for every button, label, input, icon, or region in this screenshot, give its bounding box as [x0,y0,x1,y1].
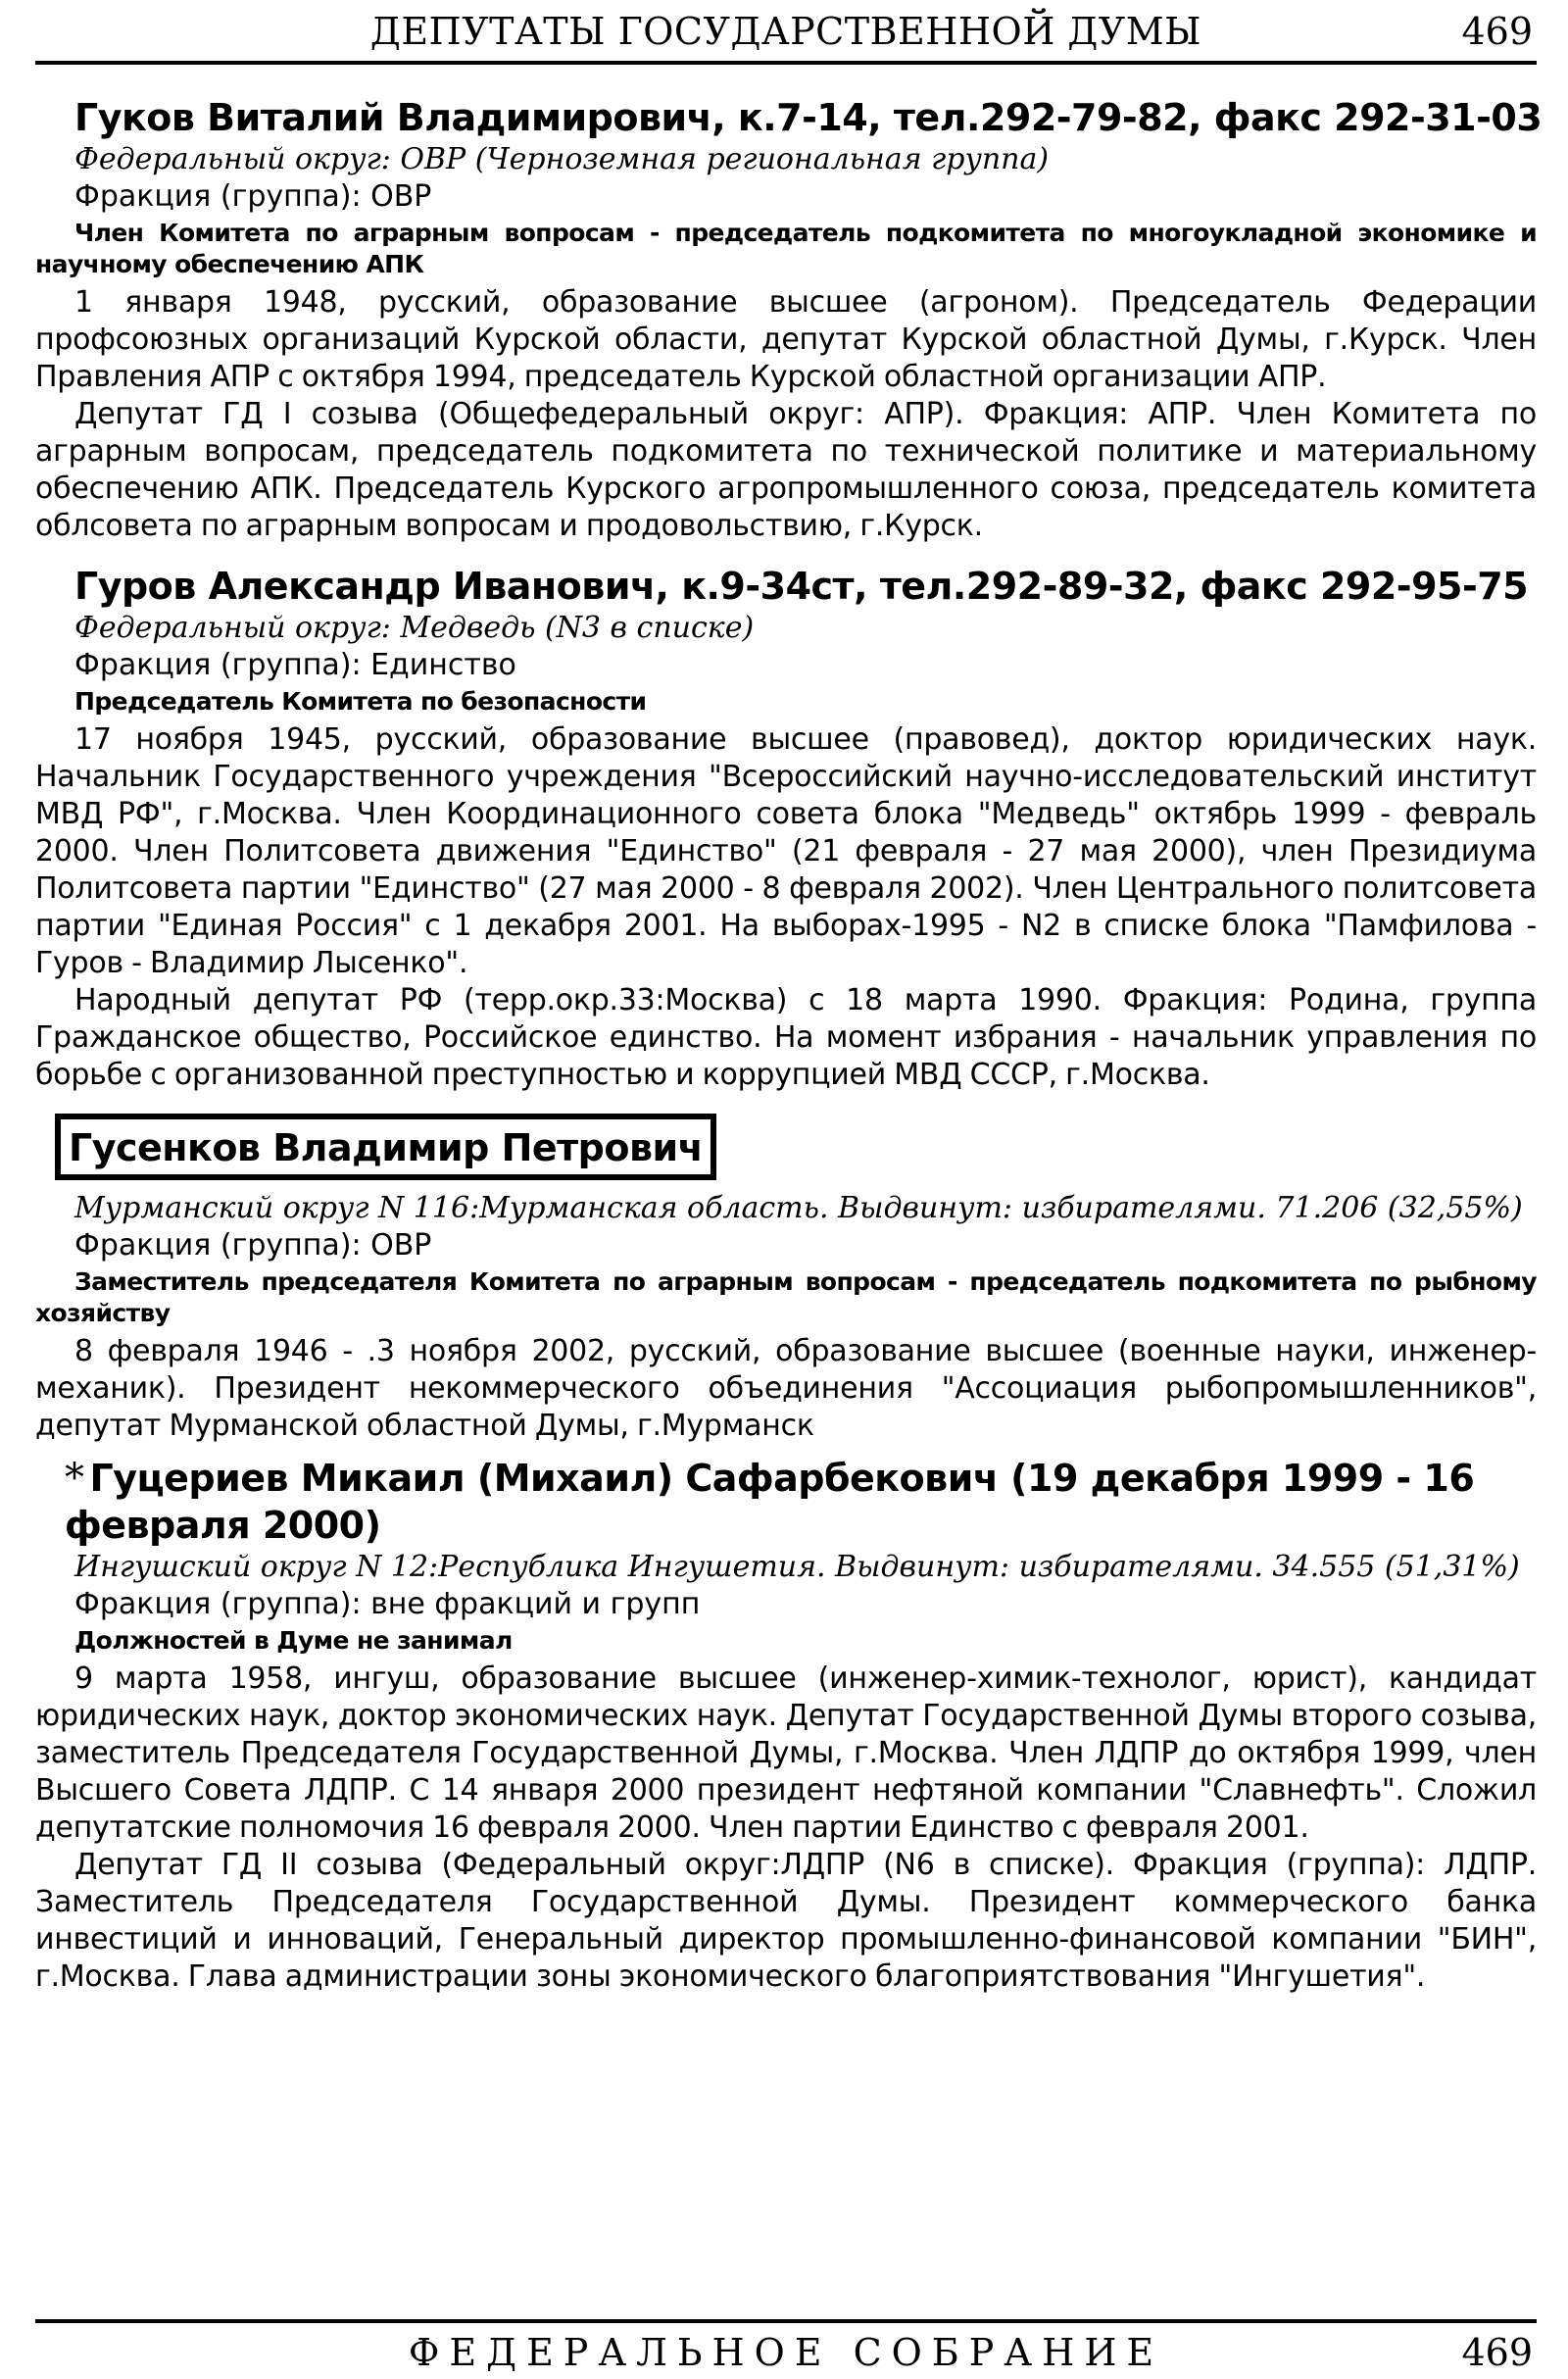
deputy-name-text: Гуцериев Микаил (Михаил) Сафарбекович (19 декабря 1999 - 16 февраля 2000) [65,1457,1475,1547]
deputy-name: Гуков Виталий Владимирович, к.7-14, тел.292-79-82, факс 292-31-03 [74,96,1543,139]
deputy-entries [35,94,1543,1996]
bio-paragraph: 9 марта 1958, ингуш, образование высшее (инженер-химик-технолог, юрист), кандидат юридических наук, доктор экономических наук. Депутат Государственной Думы второго созыва, заместитель Председателя Государственной Думы, г.Москва. Член ЛДПР до октября 1999, член Высшего Совета ЛДПР. С 14 января 2000 президент нефтяной компании "Славнефть". Сложил депутатские полномочия 16 февраля 2000. Член партии Единство с февраля 2001. [35,1661,1537,1845]
bio-paragraph: Депутат ГД II созыва (Федеральный округ:ЛДПР (N6 в списке). Фракция (группа): ЛДПР. Заместитель Председателя Государственной Думы. Президент коммерческого банка инвестиций и инноваций, Генеральный директор промышленно-финансовой компании "БИН", г.Москва. Глава администрации зоны экономического благоприятствования "Ингушетия". [35,1848,1537,1994]
deputy-position-text: Заместитель председателя Комитета по аграрным вопросам - председатель подкомитета по рыбному хозяйству [35,1267,1537,1327]
deputy-entry [35,94,1543,545]
running-header [35,4,1537,65]
deputy-district-text: Ингушский округ N 12:Республика Ингушетия. Выдвинут: избирателями. 34.555 (51,31%) [74,1550,1520,1584]
deputy-fraction: Фракция (группа): вне фракций и групп [74,1587,701,1621]
deputy-entry [35,1455,1537,1996]
running-header-title: ДЕПУТАТЫ ГОСУДАРСТВЕННОЙ ДУМЫ [369,10,1202,53]
deputy-position-text: Должностей в Думе не занимал [74,1626,513,1655]
deputy-district [35,1190,1537,1227]
deputy-fraction: Фракция (группа): ОВР [74,179,432,214]
deputy-position [35,1266,1537,1329]
bio-paragraph: Народный депутат РФ (терр.окр.33:Москва) с 18 марта 1990. Фракция: Родина, группа Гражданское общество, Российское единство. На момент избрания - начальник управления по борьбе с организованной преступностью и коррупцией МВД СССР, г.Москва. [35,983,1537,1092]
deputy-position [35,218,1537,280]
deputy-position-text: Член Комитета по аграрным вопросам - председатель подкомитета по многоукладной экономике и научному обеспечению АПК [35,219,1537,278]
asterisk-marker: * [65,1456,84,1501]
bio-paragraph: 17 ноября 1945, русский, образование высшее (правовед), доктор юридических наук. Начальник Государственного учреждения "Всероссийский научно-исследовательский институт МВД РФ", г.Москва. Член Координационного совета блока "Медведь" октябрь 1999 - февраль 2000. Член Политсовета движения "Единство" (21 февраля - 27 мая 2000), член Президиума Политсовета партии "Единство" (27 мая 2000 - 8 февраля 2002). Член Центрального политсовета партии "Единая Россия" с 1 декабря 2001. На выборах-1995 - N2 в списке блока "Памфилова - Гуров - Владимир Лысенко". [35,722,1537,980]
deputy-name-boxed: Гусенков Владимир Петрович [55,1114,716,1180]
deputy-position-text: Председатель Комитета по безопасности [74,687,647,716]
deputy-entry [35,1110,1537,1445]
deputy-name: Гуров Александр Иванович, к.9-34ст, тел.292-89-32, факс 292-95-75 [74,565,1529,608]
page-number-top: 469 [1461,10,1533,53]
header-rule [35,61,1537,65]
running-footer [35,2331,1537,2374]
deputy-position [35,686,1537,718]
deputy-position [35,1625,1537,1657]
bio-paragraph: 1 января 1948, русский, образование высшее (агроном). Председатель Федерации профсоюзных организаций Курской области, депутат Курской областной Думы, г.Курск. Член Правления АПР с октября 1994, председатель Курской областной организации АПР. [35,285,1537,394]
bio-paragraph: 8 февраля 1946 - .3 ноября 2002, русский, образование высшее (военные науки, инженер-механик). Президент некоммерческого объединения "Ассоциация рыбопромышленников", депутат Мурманской областной Думы, г.Мурманск [35,1334,1537,1443]
deputy-fraction: Фракция (группа): Единство [74,648,516,682]
deputy-district [35,1549,1537,1586]
deputy-name [35,1455,1537,1549]
deputy-district: Федеральный округ: ОВР (Черноземная региональная группа) [74,142,1050,176]
deputy-district-text: Мурманский округ N 116:Мурманская область. Выдвинут: избирателями. 71.206 (32,55%) [74,1191,1523,1225]
deputy-district: Федеральный округ: Медведь (N3 в списке) [74,611,755,645]
bio-paragraph: Депутат ГД I созыва (Общефедеральный округ: АПР). Фракция: АПР. Член Комитета по аграрным вопросам, председатель подкомитета по технической политике и материальному обеспечению АПК. Председатель Курского агропромышленного союза, председатель комитета облсовета по аграрным вопросам и продовольствию, г.Курск. [35,397,1537,543]
deputy-entry [35,563,1537,1094]
running-footer-title: ФЕДЕРАЛЬНОЕ СОБРАНИЕ [408,2331,1164,2374]
footer-rule [35,2319,1537,2323]
page-number-bottom: 469 [1461,2331,1533,2374]
deputy-fraction: Фракция (группа): ОВР [74,1228,432,1263]
